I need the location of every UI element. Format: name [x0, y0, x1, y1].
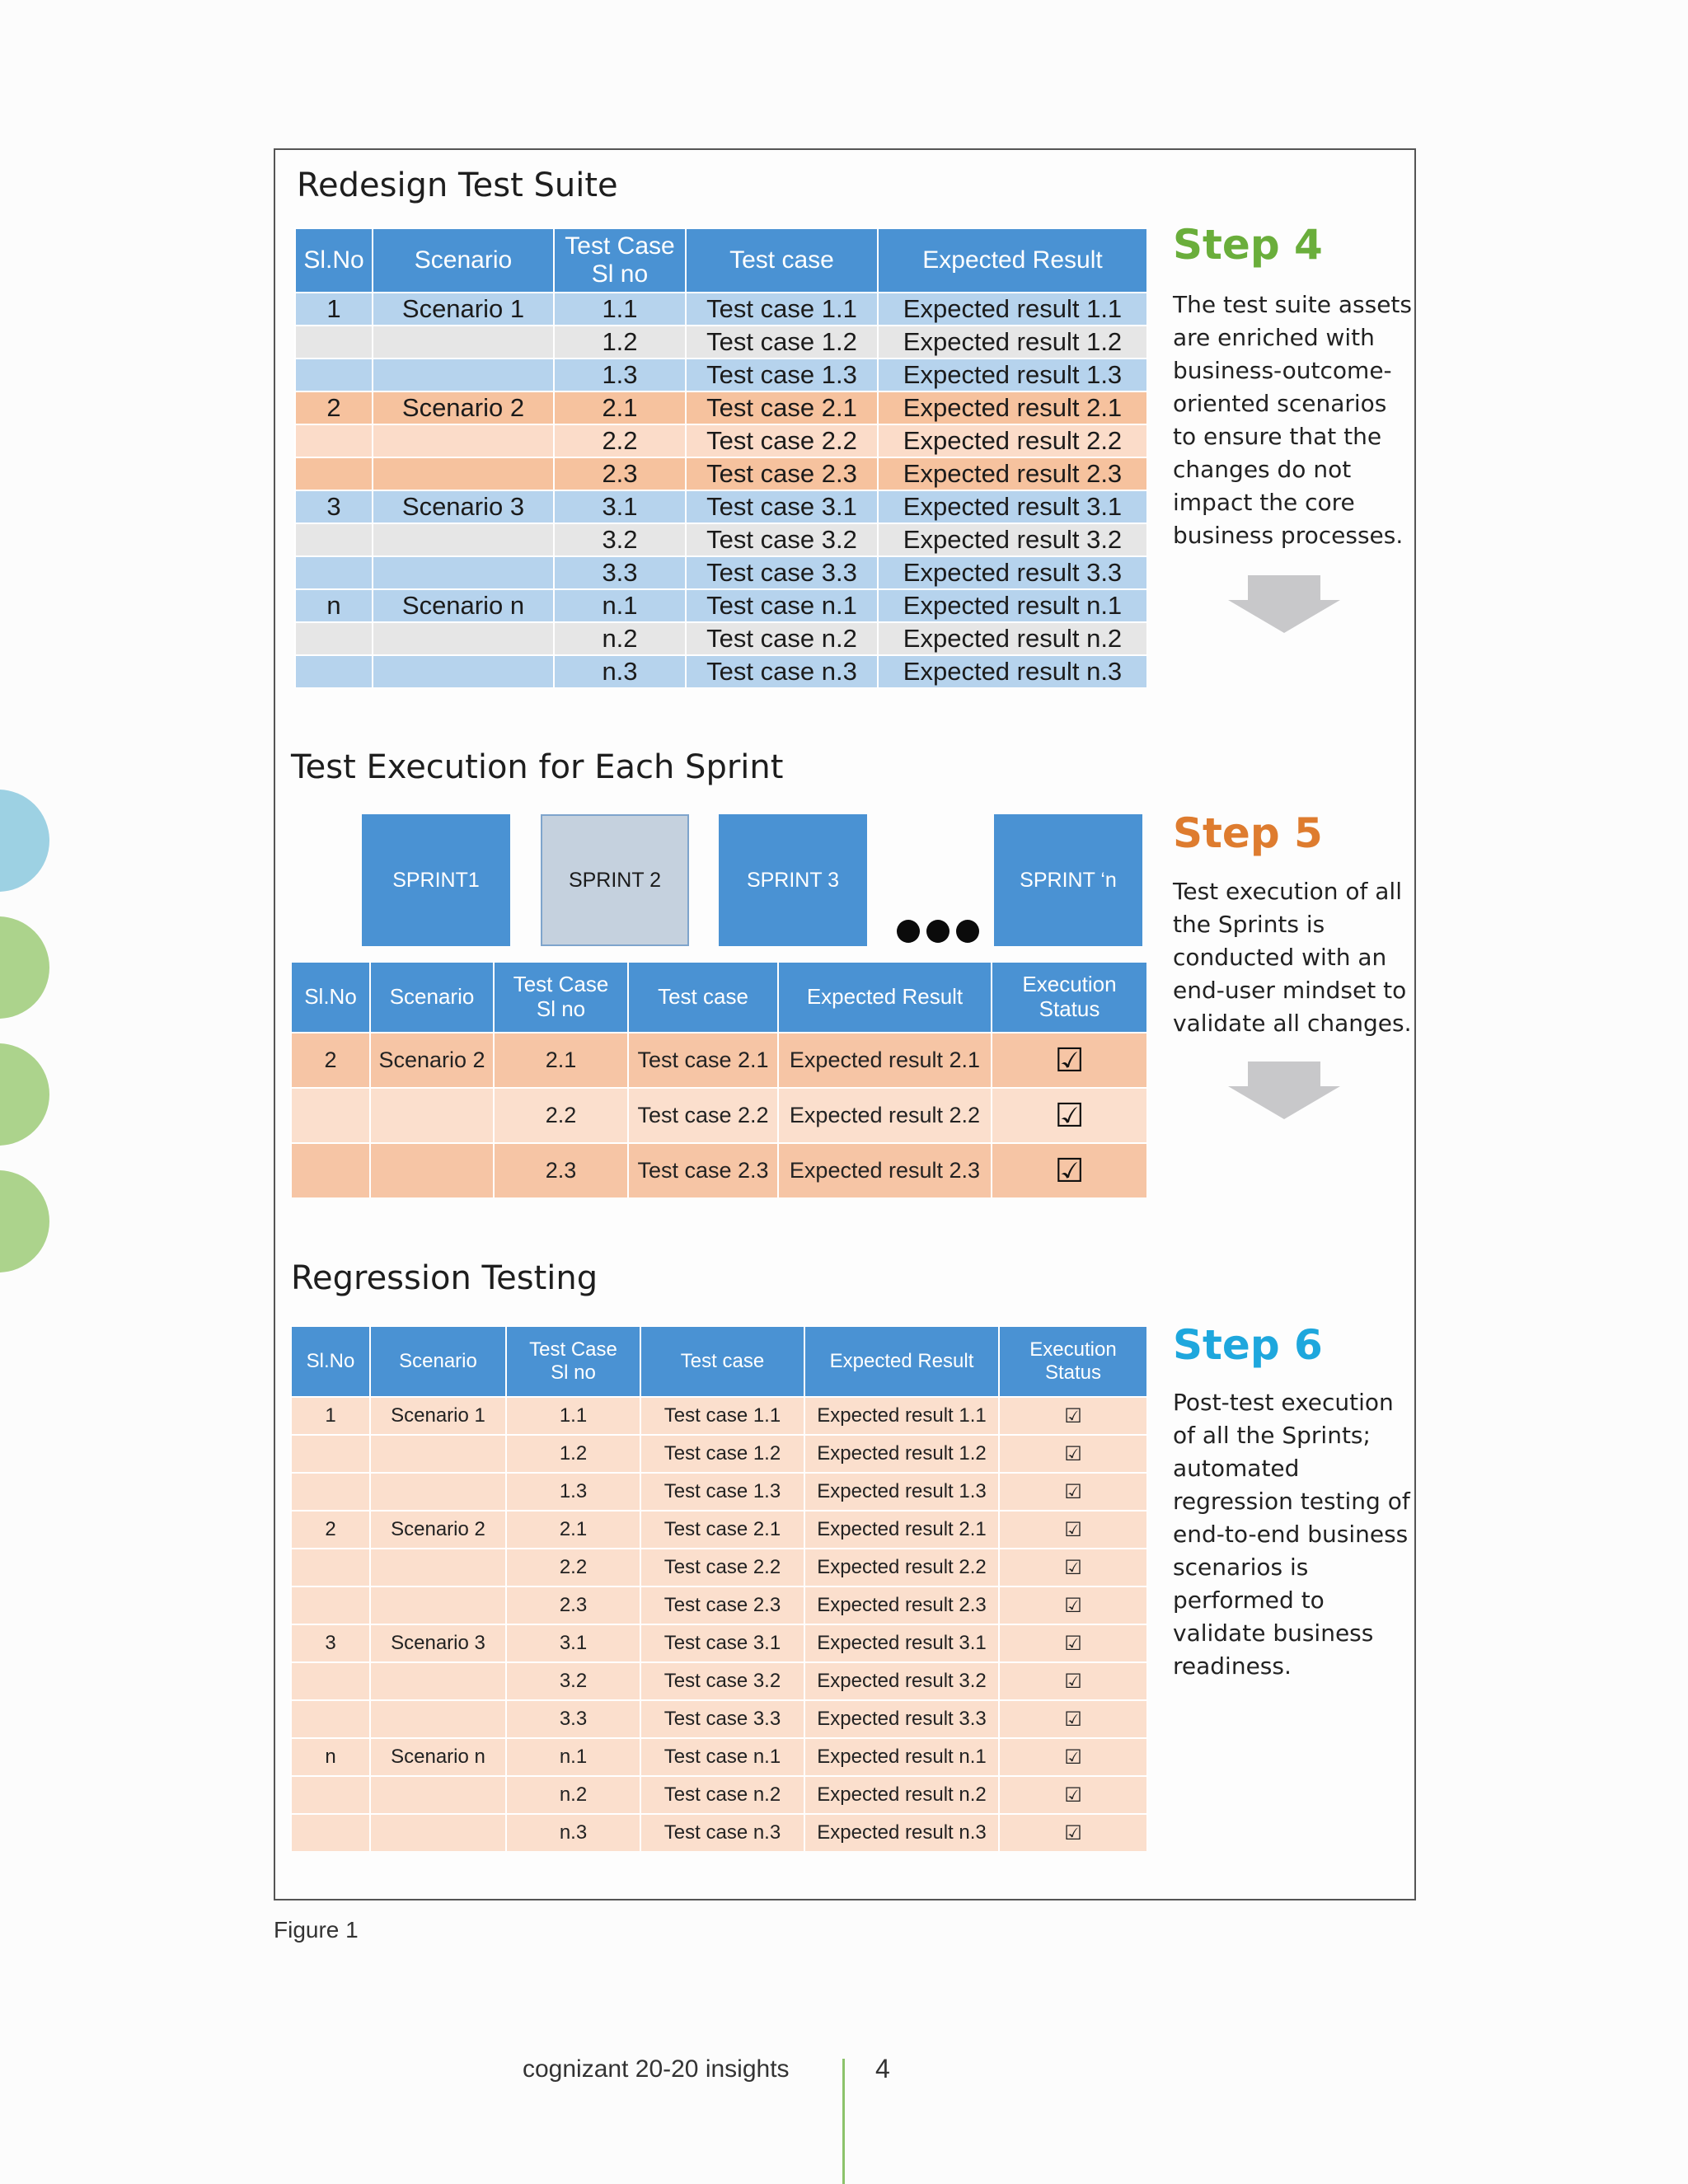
col-header: Expected Result: [804, 1326, 999, 1397]
table-cell: Test case 2.2: [640, 1549, 804, 1586]
table-cell: Test case 2.3: [686, 457, 878, 490]
step5-text: Test execution of all the Sprints is conducted with an end-user mindset to validate all changes.: [1173, 878, 1412, 1037]
table-cell: 3.3: [506, 1700, 640, 1738]
table-cell: 1.3: [506, 1473, 640, 1511]
col-header: Expected Result: [878, 228, 1147, 293]
table-cell: Test case 3.2: [686, 523, 878, 556]
table-cell: [291, 1435, 370, 1473]
table-cell: 1: [291, 1397, 370, 1435]
table-cell: Expected result 3.1: [878, 490, 1147, 523]
status-check-icon: ☑: [992, 1143, 1147, 1197]
table-cell: [295, 556, 373, 589]
table-cell: [370, 1435, 506, 1473]
table-cell: Test case n.3: [686, 655, 878, 687]
table-cell: Scenario 2: [370, 1511, 506, 1549]
table-cell: Scenario 1: [373, 293, 554, 326]
table-cell: 2.2: [494, 1088, 628, 1143]
table-cell: Test case 1.2: [640, 1435, 804, 1473]
table-row: [295, 655, 1147, 687]
table-cell: 1.2: [506, 1435, 640, 1473]
status-check-icon: ☑: [999, 1397, 1147, 1435]
col-header: Expected Result: [778, 962, 992, 1033]
footer-brand: cognizant 20-20 insights: [523, 2055, 790, 2083]
table-row: [295, 424, 1147, 457]
table-cell: Expected result 2.2: [878, 424, 1147, 457]
table-row: [291, 1586, 1147, 1624]
table-cell: Expected result n.3: [878, 655, 1147, 687]
table-cell: 2.2: [554, 424, 686, 457]
col-header: Test case: [628, 962, 778, 1033]
table-row: [295, 359, 1147, 391]
table-cell: Expected result 2.2: [778, 1088, 992, 1143]
col-header: Scenario: [370, 962, 494, 1033]
col-header: Test case: [640, 1326, 804, 1397]
sprint-2-box: SPRINT 2: [541, 814, 689, 946]
sprint-1-box: SPRINT1: [362, 814, 510, 946]
table-cell: Test case 2.2: [686, 424, 878, 457]
table-cell: n: [295, 589, 373, 622]
decor-circle-green-2: [0, 1043, 49, 1146]
table-cell: 3: [295, 490, 373, 523]
table-cell: [291, 1473, 370, 1511]
down-arrow-icon: [1228, 1062, 1340, 1119]
status-check-icon: ☑: [999, 1473, 1147, 1511]
table-cell: [370, 1586, 506, 1624]
table-cell: [370, 1814, 506, 1851]
table-cell: [373, 326, 554, 359]
table-row: [291, 1776, 1147, 1814]
table-cell: 2: [295, 391, 373, 424]
table-cell: 2.3: [554, 457, 686, 490]
table-cell: Test case n.2: [686, 622, 878, 655]
table-cell: [295, 523, 373, 556]
table-row: [295, 391, 1147, 424]
table-cell: Expected result 3.3: [804, 1700, 999, 1738]
table-cell: 3.1: [554, 490, 686, 523]
table-cell: n.2: [506, 1776, 640, 1814]
table-cell: Test case 3.1: [640, 1624, 804, 1662]
table-row: [295, 523, 1147, 556]
table-cell: Expected result 3.3: [878, 556, 1147, 589]
table-cell: 1.3: [554, 359, 686, 391]
table-cell: [370, 1143, 494, 1197]
table-cell: [370, 1473, 506, 1511]
down-arrow-icon: [1228, 575, 1340, 633]
table-row: [291, 1033, 1147, 1088]
table-cell: [373, 424, 554, 457]
decor-circle-blue: [0, 790, 49, 892]
table-cell: [295, 457, 373, 490]
table-cell: [373, 457, 554, 490]
col-header: Test Case Sl no: [494, 962, 628, 1033]
page-number: 4: [875, 2054, 890, 2083]
table-cell: Test case 1.3: [640, 1473, 804, 1511]
table-cell: Expected result 1.1: [804, 1397, 999, 1435]
col-header: Scenario: [370, 1326, 506, 1397]
table-cell: 2.1: [554, 391, 686, 424]
table-cell: Test case 1.1: [686, 293, 878, 326]
table-cell: [373, 523, 554, 556]
table-cell: Scenario 3: [370, 1624, 506, 1662]
decor-circle-green-3: [0, 1170, 49, 1272]
table-cell: Scenario 1: [370, 1397, 506, 1435]
table-cell: Expected result 2.1: [778, 1033, 992, 1088]
table-row: [291, 1700, 1147, 1738]
execution-table: [290, 961, 1148, 1197]
table-cell: [373, 622, 554, 655]
col-header: Test Case Sl no: [554, 228, 686, 293]
table-cell: Scenario 3: [373, 490, 554, 523]
table-cell: Scenario 2: [373, 391, 554, 424]
status-check-icon: ☑: [999, 1624, 1147, 1662]
table-row: [295, 293, 1147, 326]
table-cell: Test case 1.1: [640, 1397, 804, 1435]
table-cell: [291, 1143, 370, 1197]
table-cell: Expected result n.2: [804, 1776, 999, 1814]
table-cell: Scenario n: [370, 1738, 506, 1776]
table-cell: Scenario n: [373, 589, 554, 622]
table-cell: Test case n.1: [686, 589, 878, 622]
table-cell: Expected result 1.3: [804, 1473, 999, 1511]
table-cell: [295, 424, 373, 457]
table-header-row: [295, 228, 1147, 293]
sprint-3-box: SPRINT 3: [719, 814, 867, 946]
step6-heading: Step 6: [1173, 1321, 1323, 1369]
table-header-row: [291, 962, 1147, 1033]
redesign-title: Redesign Test Suite: [297, 166, 618, 204]
step4-text: The test suite assets are enriched with business-outcome-oriented scenarios to ensure that the changes do not impact the core business processes.: [1173, 291, 1412, 549]
sprint-n-box: SPRINT ‘n: [994, 814, 1142, 946]
status-check-icon: ☑: [999, 1549, 1147, 1586]
table-cell: Test case 2.3: [640, 1586, 804, 1624]
table-cell: 1: [295, 293, 373, 326]
ellipsis-dots-icon: [897, 920, 979, 943]
execution-title: Test Execution for Each Sprint: [291, 748, 784, 786]
table-cell: Expected result n.1: [804, 1738, 999, 1776]
table-cell: n.2: [554, 622, 686, 655]
table-row: [291, 1088, 1147, 1143]
table-cell: 2: [291, 1033, 370, 1088]
table-cell: [295, 326, 373, 359]
table-cell: 3: [291, 1624, 370, 1662]
table-cell: Test case 2.2: [628, 1088, 778, 1143]
table-cell: Test case n.3: [640, 1814, 804, 1851]
col-header: Scenario: [373, 228, 554, 293]
table-cell: Expected result 2.3: [878, 457, 1147, 490]
table-cell: 2.3: [494, 1143, 628, 1197]
table-row: [295, 490, 1147, 523]
table-cell: 2.2: [506, 1549, 640, 1586]
status-check-icon: ☑: [999, 1700, 1147, 1738]
status-check-icon: ☑: [999, 1435, 1147, 1473]
status-check-icon: ☑: [999, 1814, 1147, 1851]
table-cell: 3.1: [506, 1624, 640, 1662]
table-row: [295, 326, 1147, 359]
table-cell: [370, 1088, 494, 1143]
status-check-icon: ☑: [999, 1586, 1147, 1624]
table-cell: Expected result 2.3: [804, 1586, 999, 1624]
table-cell: 3.3: [554, 556, 686, 589]
table-row: [291, 1143, 1147, 1197]
footer-divider: [842, 2059, 845, 2184]
table-cell: Expected result n.1: [878, 589, 1147, 622]
table-cell: [291, 1700, 370, 1738]
table-cell: [291, 1814, 370, 1851]
table-cell: n: [291, 1738, 370, 1776]
regression-title: Regression Testing: [291, 1259, 598, 1297]
table-cell: n.1: [554, 589, 686, 622]
table-cell: Test case 2.3: [628, 1143, 778, 1197]
table-cell: 2.1: [506, 1511, 640, 1549]
col-header: Sl.No: [295, 228, 373, 293]
table-row: [295, 556, 1147, 589]
table-cell: Expected result n.2: [878, 622, 1147, 655]
status-check-icon: ☑: [999, 1662, 1147, 1700]
table-cell: Expected result n.3: [804, 1814, 999, 1851]
table-cell: Test case 1.2: [686, 326, 878, 359]
table-cell: [373, 359, 554, 391]
table-cell: Expected result 2.2: [804, 1549, 999, 1586]
table-cell: 2.3: [506, 1586, 640, 1624]
table-cell: Test case 1.3: [686, 359, 878, 391]
table-cell: [291, 1088, 370, 1143]
table-header-row: [291, 1326, 1147, 1397]
redesign-table: [294, 227, 1148, 687]
table-cell: 3.2: [506, 1662, 640, 1700]
table-cell: [295, 655, 373, 687]
table-cell: Test case 2.1: [628, 1033, 778, 1088]
col-header: Execution Status: [992, 962, 1147, 1033]
figure-caption: Figure 1: [274, 1917, 359, 1943]
table-cell: Test case 3.1: [686, 490, 878, 523]
table-cell: [291, 1586, 370, 1624]
table-cell: [291, 1776, 370, 1814]
table-row: [291, 1814, 1147, 1851]
table-cell: [370, 1700, 506, 1738]
table-cell: Expected result 3.1: [804, 1624, 999, 1662]
table-row: [291, 1738, 1147, 1776]
table-row: [295, 457, 1147, 490]
table-row: [295, 622, 1147, 655]
table-cell: [370, 1549, 506, 1586]
table-cell: Test case 3.2: [640, 1662, 804, 1700]
status-check-icon: ☑: [992, 1088, 1147, 1143]
table-cell: [291, 1662, 370, 1700]
table-cell: [373, 655, 554, 687]
table-cell: [370, 1662, 506, 1700]
table-row: [291, 1662, 1147, 1700]
status-check-icon: ☑: [999, 1776, 1147, 1814]
table-cell: n.3: [506, 1814, 640, 1851]
table-cell: 2: [291, 1511, 370, 1549]
table-cell: 3.2: [554, 523, 686, 556]
decor-circle-green-1: [0, 916, 49, 1019]
table-row: [291, 1511, 1147, 1549]
table-row: [291, 1549, 1147, 1586]
table-cell: [291, 1549, 370, 1586]
table-cell: n.3: [554, 655, 686, 687]
table-cell: Expected result 3.2: [804, 1662, 999, 1700]
status-check-icon: ☑: [999, 1511, 1147, 1549]
table-row: [295, 589, 1147, 622]
table-cell: Expected result 1.1: [878, 293, 1147, 326]
table-cell: Scenario 2: [370, 1033, 494, 1088]
step5-heading: Step 5: [1173, 809, 1323, 857]
table-cell: 1.1: [554, 293, 686, 326]
table-cell: Expected result 1.2: [878, 326, 1147, 359]
table-cell: Test case 2.1: [640, 1511, 804, 1549]
step6-text: Post-test execution of all the Sprints; automated regression testing of end-to-end business scenarios is performed to validate business readiness.: [1173, 1389, 1410, 1680]
step4-heading: Step 4: [1173, 221, 1323, 269]
table-cell: Expected result 2.1: [878, 391, 1147, 424]
table-cell: n.1: [506, 1738, 640, 1776]
table-cell: 1.1: [506, 1397, 640, 1435]
col-header: Sl.No: [291, 1326, 370, 1397]
table-cell: 2.1: [494, 1033, 628, 1088]
table-cell: [295, 622, 373, 655]
col-header: Execution Status: [999, 1326, 1147, 1397]
table-cell: Test case n.2: [640, 1776, 804, 1814]
table-cell: [295, 359, 373, 391]
table-cell: Expected result 2.1: [804, 1511, 999, 1549]
status-check-icon: ☑: [992, 1033, 1147, 1088]
table-cell: 1.2: [554, 326, 686, 359]
table-cell: [370, 1776, 506, 1814]
table-cell: Test case n.1: [640, 1738, 804, 1776]
table-cell: Expected result 2.3: [778, 1143, 992, 1197]
status-check-icon: ☑: [999, 1738, 1147, 1776]
table-cell: Expected result 1.2: [804, 1435, 999, 1473]
table-row: [291, 1473, 1147, 1511]
table-row: [291, 1435, 1147, 1473]
col-header: Test Case Sl no: [506, 1326, 640, 1397]
table-cell: Test case 3.3: [640, 1700, 804, 1738]
regression-table: [290, 1325, 1148, 1851]
table-row: [291, 1624, 1147, 1662]
table-row: [291, 1397, 1147, 1435]
col-header: Sl.No: [291, 962, 370, 1033]
col-header: Test case: [686, 228, 878, 293]
table-cell: Test case 2.1: [686, 391, 878, 424]
table-cell: Test case 3.3: [686, 556, 878, 589]
table-cell: [373, 556, 554, 589]
table-cell: Expected result 3.2: [878, 523, 1147, 556]
table-cell: Expected result 1.3: [878, 359, 1147, 391]
